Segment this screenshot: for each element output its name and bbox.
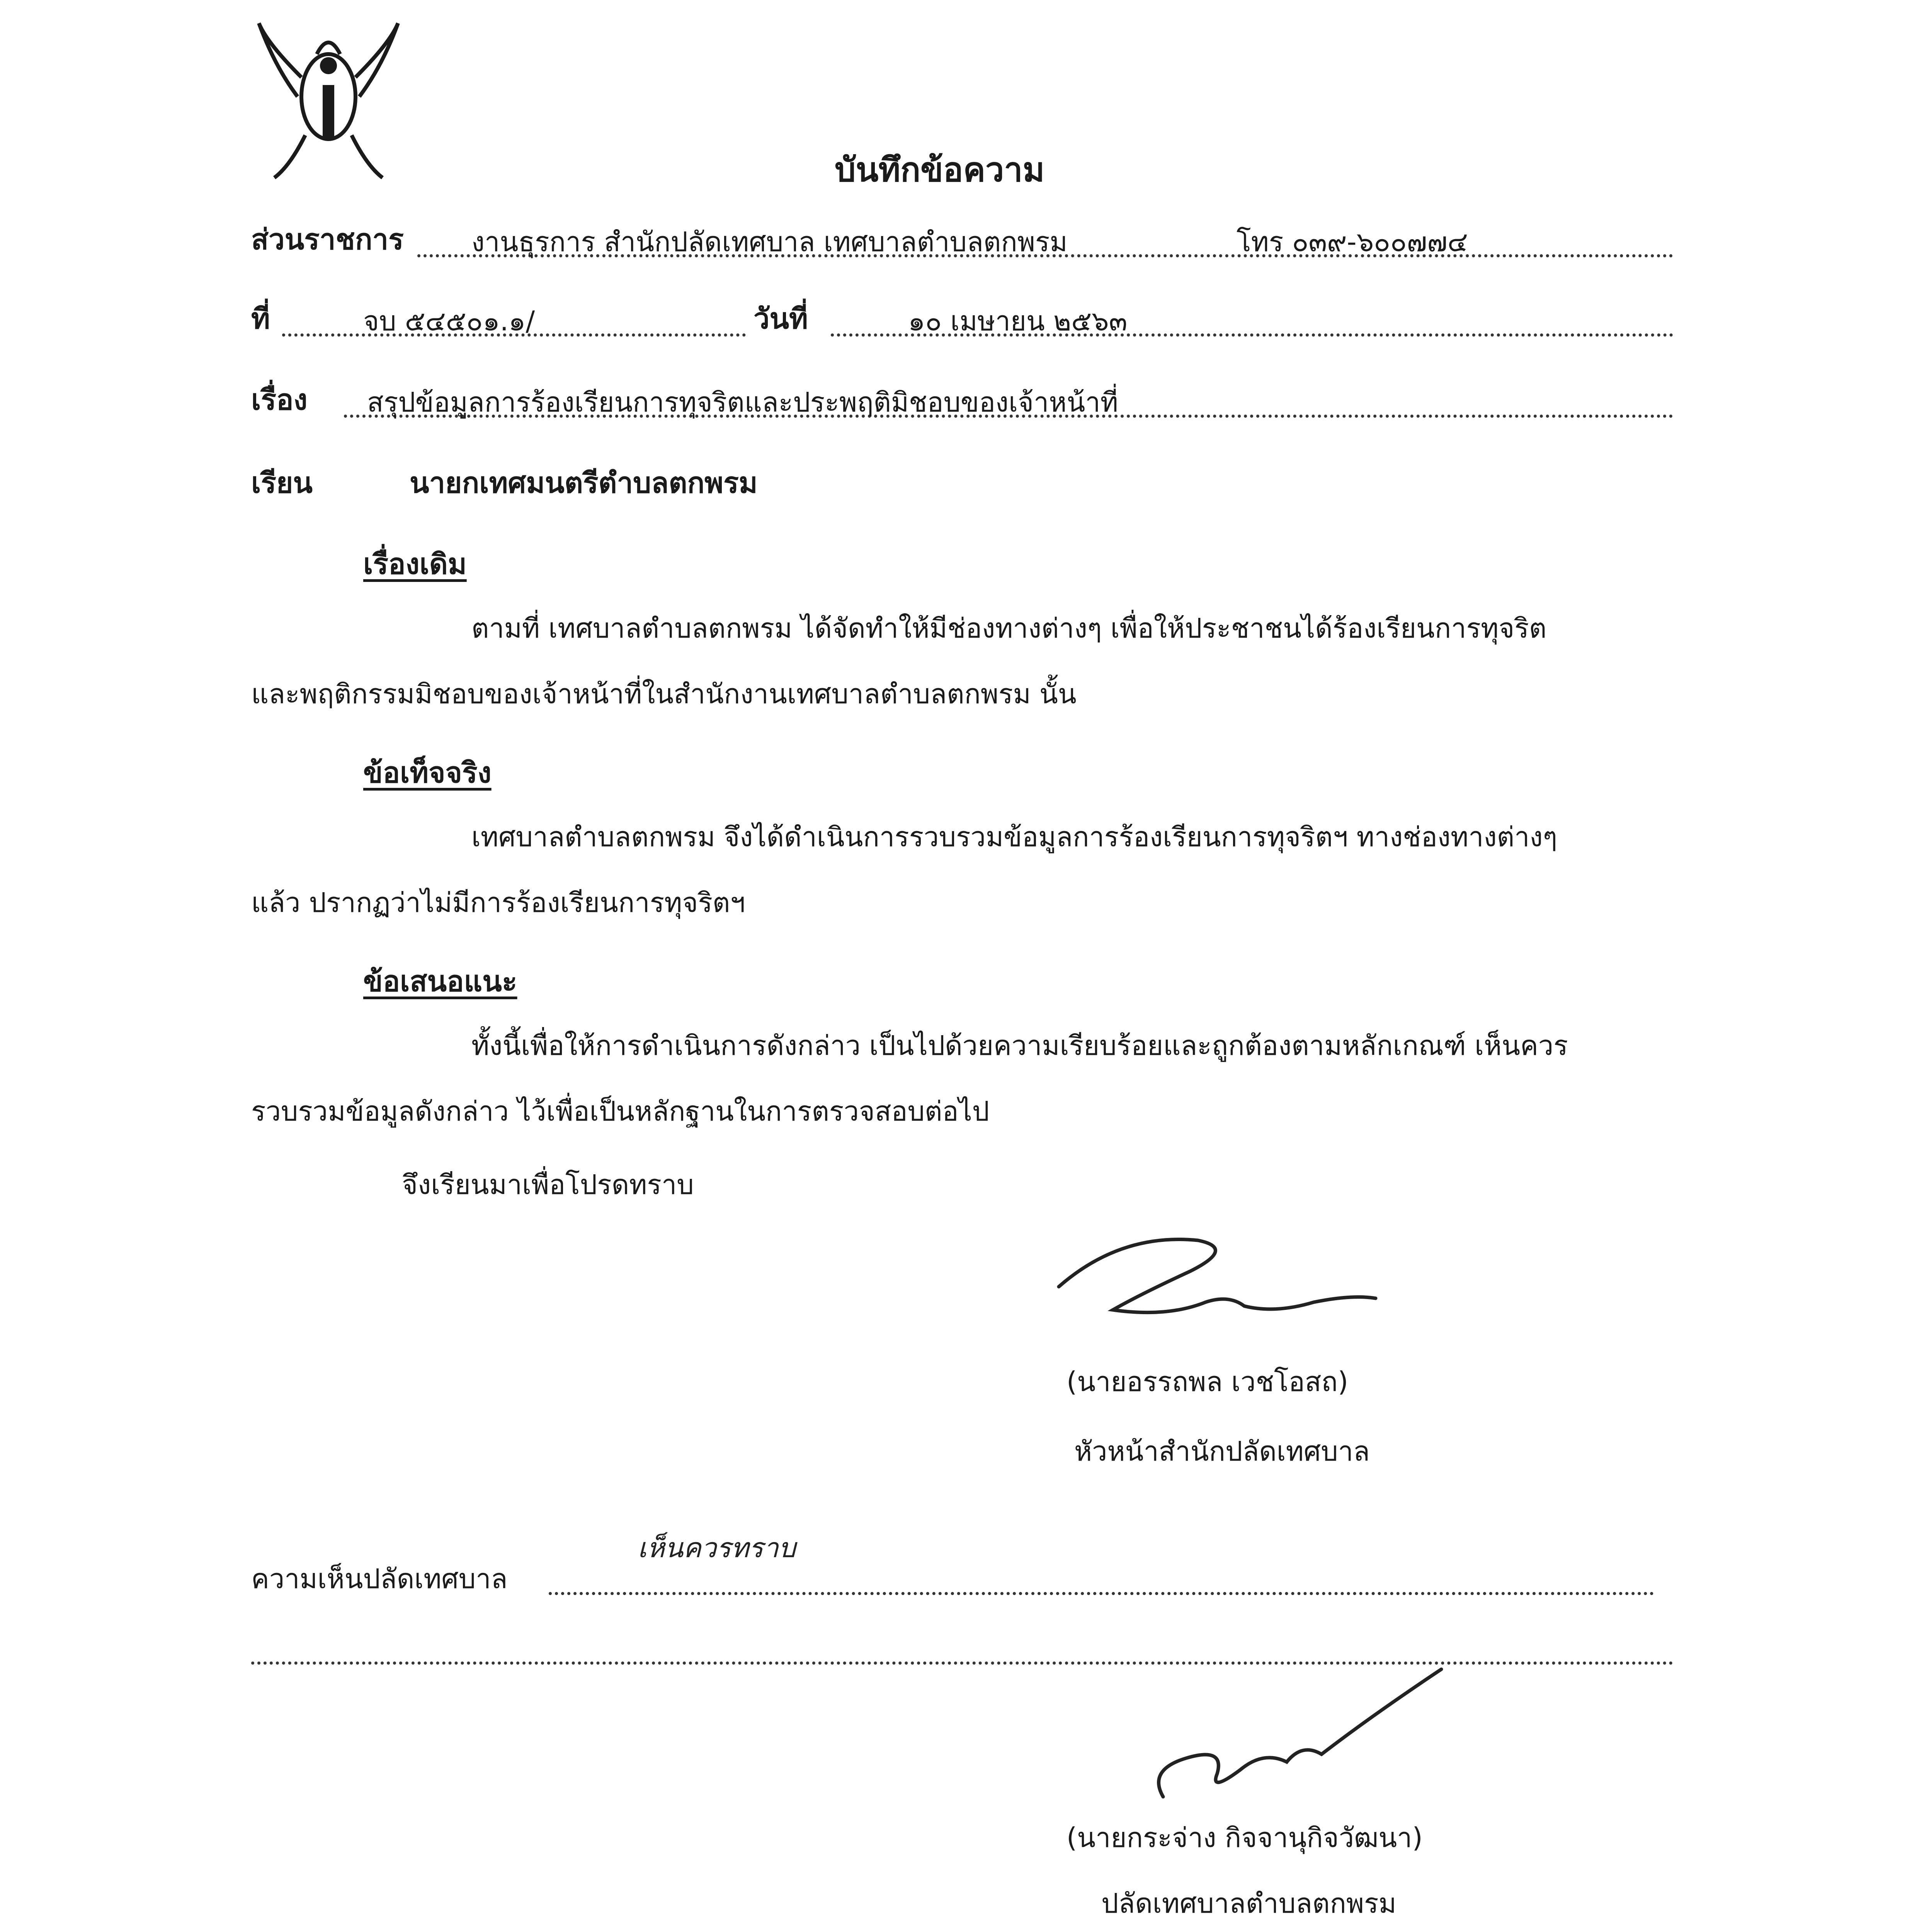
to-value: นายกเทศมนตรีตำบลตกพรม <box>410 466 758 500</box>
facts-line-1: เทศบาลตำบลตกพรม จึงได้ดำเนินการรวบรวมข้อมูลการร้องเรียนการทุจริตฯ ทางช่องทางต่างๆ <box>471 821 1558 853</box>
subject-label: เรื่อง <box>251 383 308 417</box>
ref-label: ที่ <box>251 302 270 335</box>
clerk-opinion-label: ความเห็นปลัดเทศบาล <box>251 1563 508 1595</box>
agency-label: ส่วนราชการ <box>251 223 404 256</box>
closing-text: จึงเรียนมาเพื่อโปรดทราบ <box>402 1169 694 1201</box>
background-heading: เรื่องเดิม <box>363 548 467 581</box>
memo-title: บันทึกข้อความ <box>835 151 1045 189</box>
facts-heading: ข้อเท็จจริง <box>363 756 492 789</box>
date-value: ๑๐ เมษายน ๒๕๖๓ <box>908 305 1128 337</box>
signatory-1-title: หัวหน้าสำนักปลัดเทศบาล <box>1074 1435 1370 1467</box>
suggest-line-2: รวบรวมข้อมูลดังกล่าว ไว้เพื่อเป็นหลักฐานในการตรวจสอบต่อไป <box>251 1095 990 1127</box>
background-line-2: และพฤติกรรมมิชอบของเจ้าหน้าที่ในสำนักงานเทศบาลตำบลตกพรม นั้น <box>251 678 1077 710</box>
facts-line-2: แล้ว ปรากฏว่าไม่มีการร้องเรียนการทุจริตฯ <box>251 887 745 918</box>
signatory-2-name: (นายกระจ่าง กิจจานุกิจวัฒนา) <box>1067 1822 1423 1854</box>
to-label: เรียน <box>251 466 313 500</box>
agency-phone: โทร ๐๓๙-๖๐๐๗๗๔ <box>1237 226 1468 258</box>
suggest-heading: ข้อเสนอแนะ <box>363 965 517 998</box>
garuda-emblem-icon <box>251 19 406 182</box>
agency-value: งานธุรการ สำนักปลัดเทศบาล เทศบาลตำบลตกพรม <box>471 226 1068 258</box>
signature-1 <box>1043 1217 1391 1341</box>
date-label: วันที่ <box>754 302 808 335</box>
suggest-line-1: ทั้งนี้เพื่อให้การดำเนินการดังกล่าว เป็นไปด้วยความเรียบร้อยและถูกต้องตามหลักเกณฑ์ เห็นควร <box>471 1030 1568 1061</box>
ref-value: จบ ๕๔๕๐๑.๑/ <box>363 305 535 337</box>
background-line-1: ตามที่ เทศบาลตำบลตกพรม ได้จัดทำให้มีช่องทางต่างๆ เพื่อให้ประชาชนได้ร้องเรียนการทุจริต <box>471 612 1547 644</box>
signatory-1-name: (นายอรรถพล เวชโอสถ) <box>1067 1366 1349 1398</box>
clerk-opinion-value: เห็นควรทราบ <box>638 1532 796 1564</box>
signatory-2-title: ปลัดเทศบาลตำบลตกพรม <box>1101 1888 1397 1919</box>
signature-2 <box>1140 1654 1449 1816</box>
subject-value: สรุปข้อมูลการร้องเรียนการทุจริตและประพฤติมิชอบของเจ้าหน้าที่ <box>367 386 1118 418</box>
